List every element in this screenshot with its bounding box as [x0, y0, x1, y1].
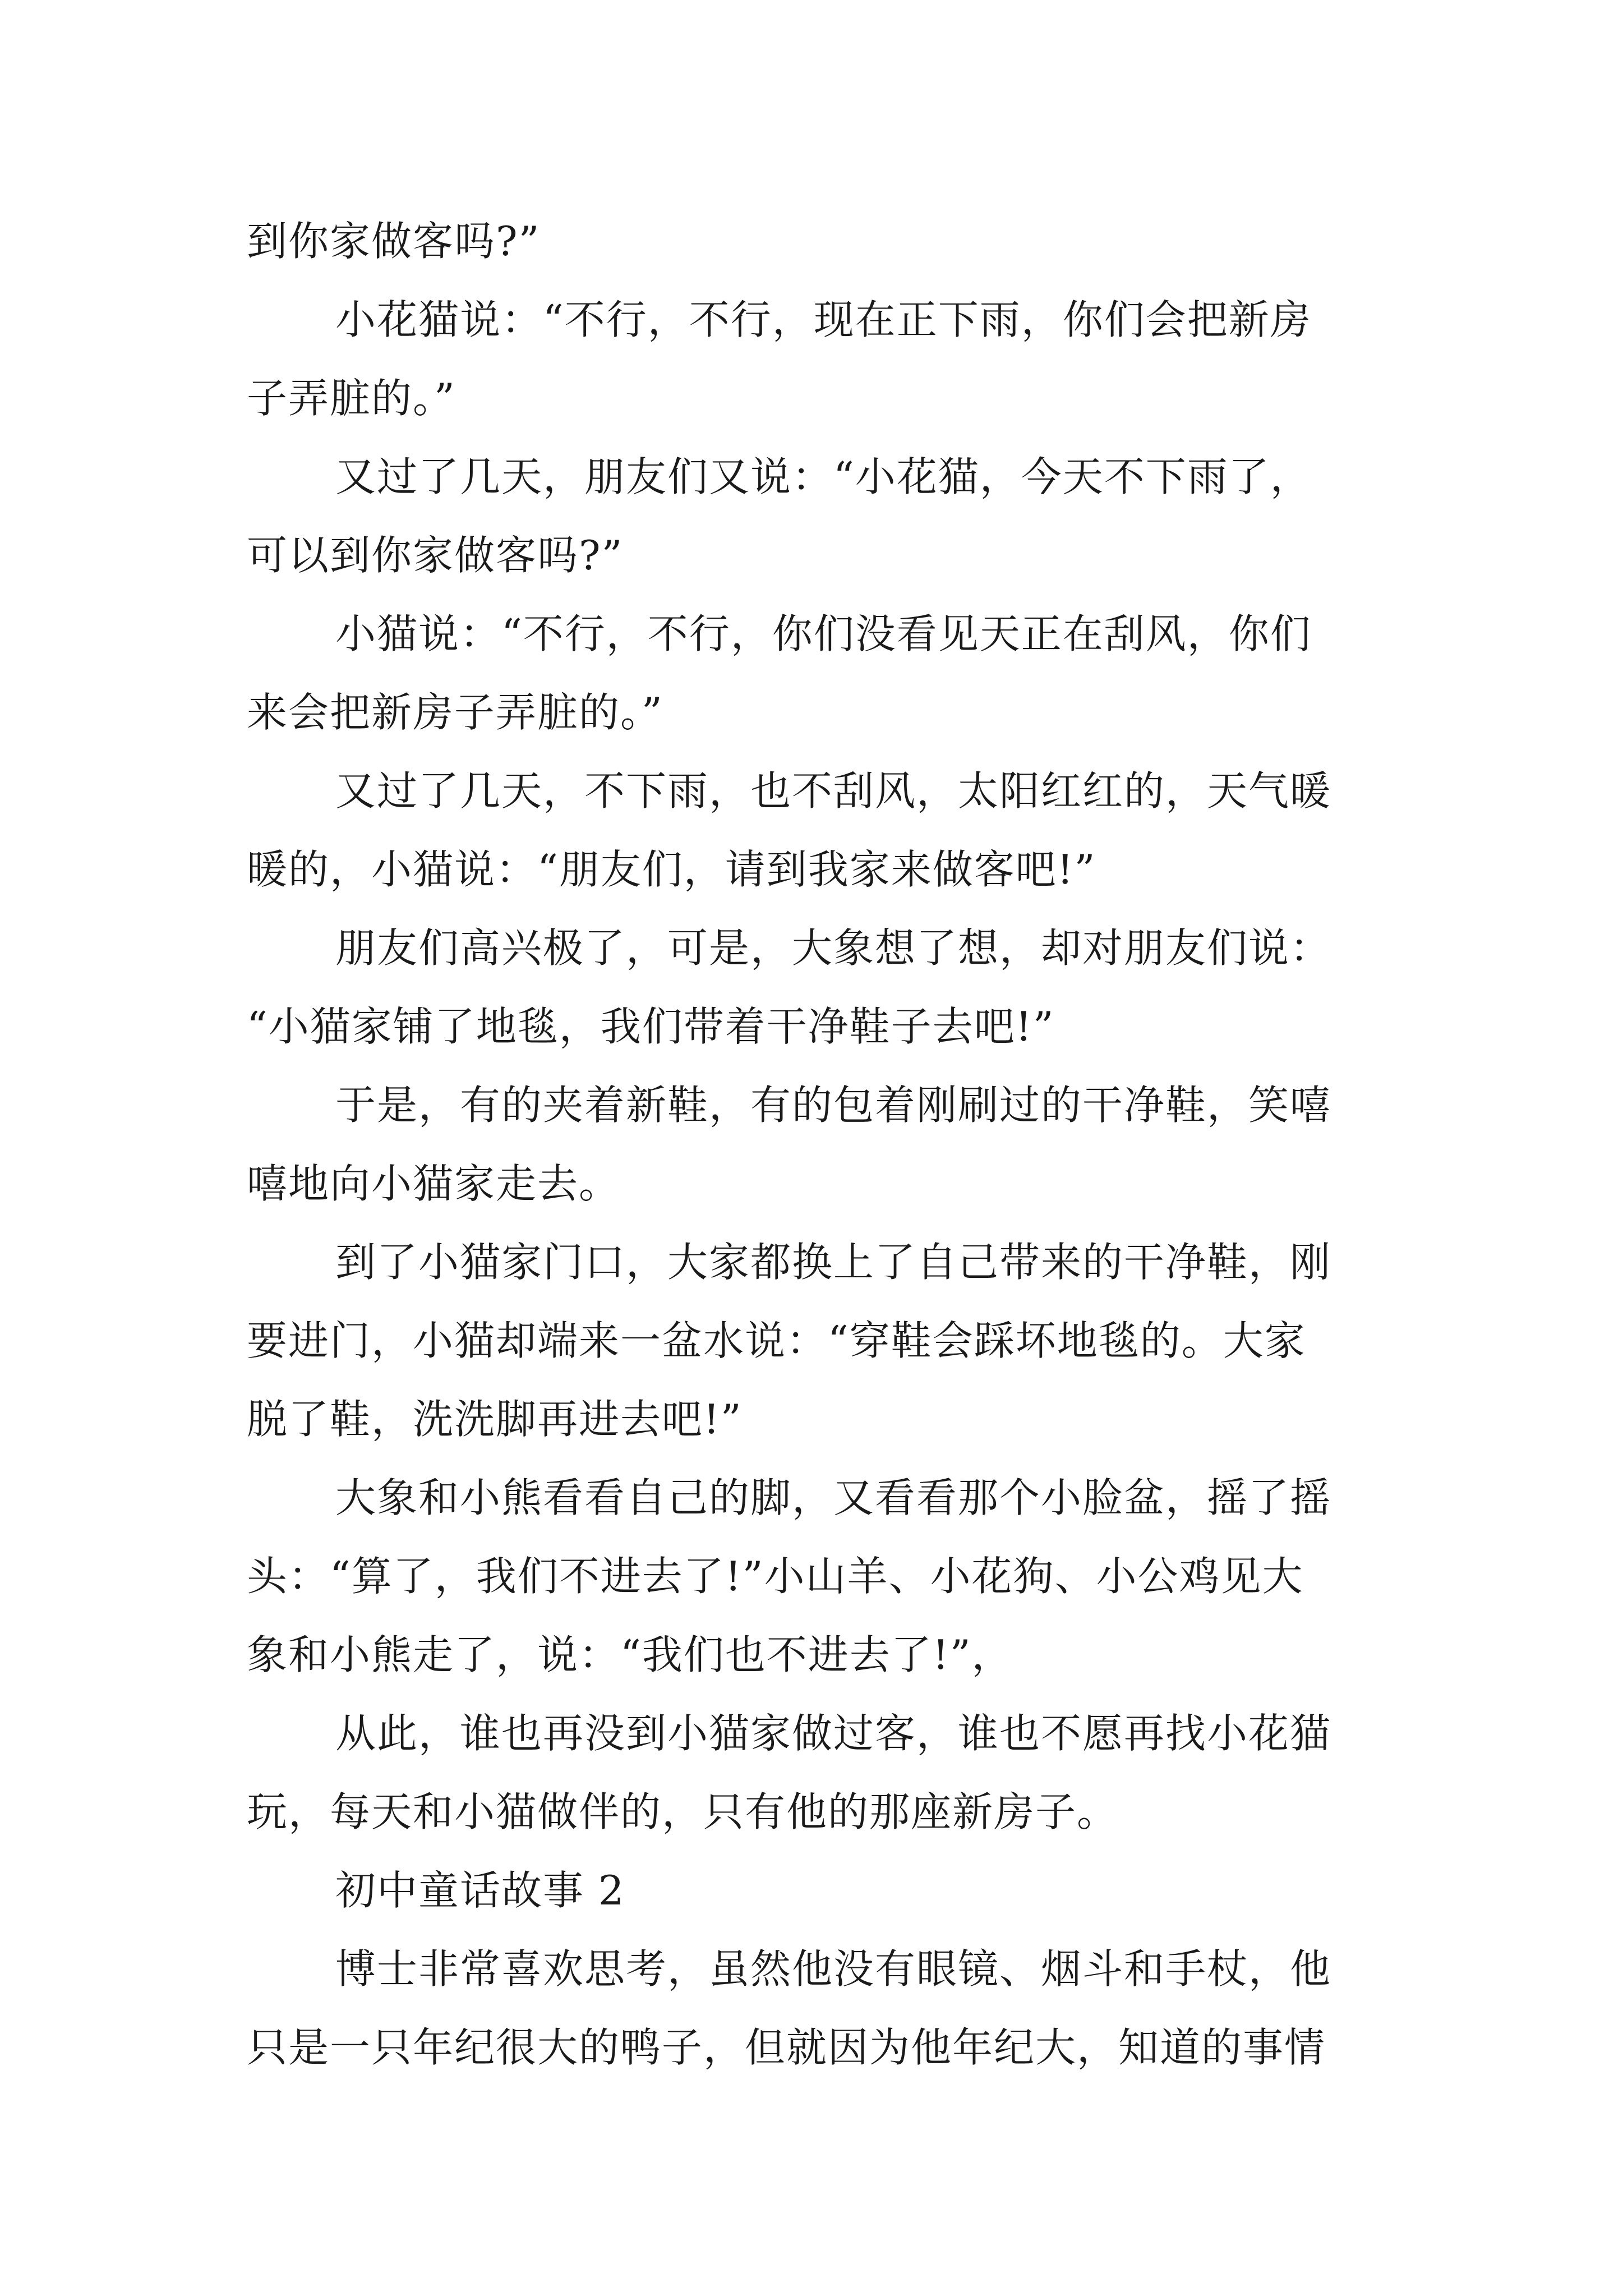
text-line: “小猫家铺了地毯，我们带着干净鞋子去吧!” [247, 1003, 1055, 1050]
text-line: 脱了鞋，洗洗脚再进去吧!” [247, 1396, 743, 1443]
text-line: 大象和小熊看看自己的脚，又看看那个小脸盆，摇了摇 [335, 1474, 1332, 1521]
text-line: 到你家做客吗?” [247, 218, 541, 265]
text-line: 头：“算了，我们不进去了!”小山羊、小花狗、小公鸡见大 [247, 1553, 1304, 1600]
text-line: 又过了几天，朋友们又说：“小花猫，今天不下雨了， [335, 453, 1312, 500]
text-line: 小猫说：“不行，不行，你们没看见天正在刮风，你们 [335, 610, 1312, 657]
text-line: 可以到你家做客吗?” [247, 532, 624, 579]
text-line: 玩，每天和小猫做伴的，只有他的那座新房子。 [247, 1788, 1119, 1835]
text-line: 要进门，小猫却端来一盆水说：“穿鞋会踩坏地毯的。大家 [247, 1317, 1306, 1364]
text-line: 博士非常喜欢思考，虽然他没有眼镜、烟斗和手杖，他 [335, 1945, 1332, 1993]
document-body [247, 202, 1391, 2087]
text-line: 暖的，小猫说：“朋友们，请到我家来做客吧!” [247, 846, 1096, 893]
text-line: 小花猫说：“不行，不行，现在正下雨，你们会把新房 [335, 296, 1312, 343]
text-line: 朋友们高兴极了，可是，大象想了想，却对朋友们说： [335, 924, 1332, 972]
text-line: 初中童话故事 2 [335, 1867, 625, 1914]
text-line: 只是一只年纪很大的鸭子，但就因为他年纪大，知道的事情 [247, 2024, 1326, 2071]
text-line: 嘻地向小猫家走去。 [247, 1160, 621, 1207]
text-line: 又过了几天，不下雨，也不刮风，太阳红红的，天气暖 [335, 767, 1332, 815]
text-line: 到了小猫家门口，大家都换上了自己带来的干净鞋，刚 [335, 1239, 1332, 1286]
text-line: 来会把新房子弄脏的。” [247, 689, 663, 736]
text-line: 象和小熊走了，说：“我们也不进去了!”， [247, 1631, 1013, 1678]
text-line: 于是，有的夹着新鞋，有的包着刚刷过的干净鞋，笑嘻 [335, 1082, 1332, 1129]
text-line: 子弄脏的。” [247, 375, 456, 422]
text-line: 从此，谁也再没到小猫家做过客，谁也不愿再找小花猫 [335, 1710, 1332, 1757]
